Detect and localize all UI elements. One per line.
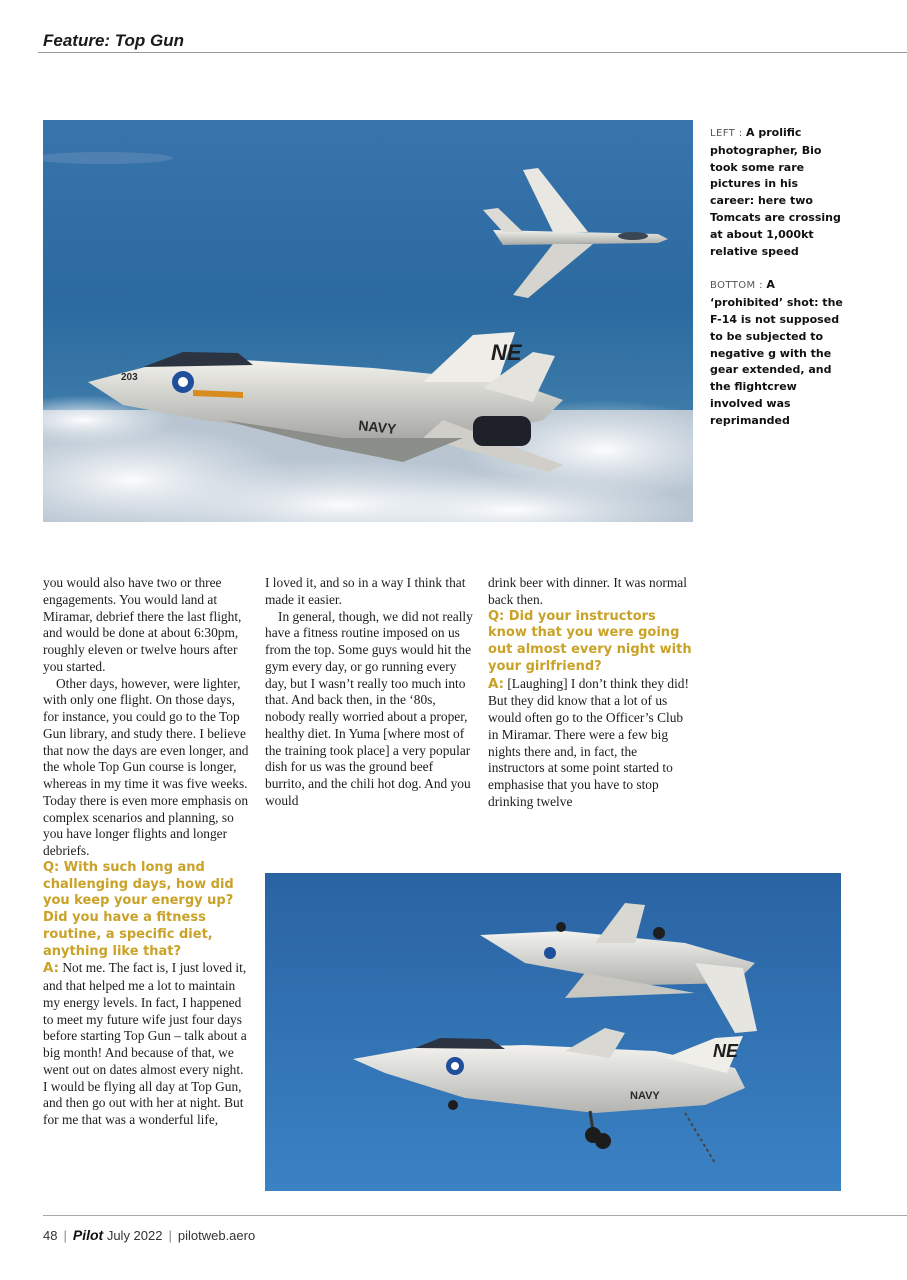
marking-navy: NAVY xyxy=(630,1090,660,1102)
answer-text: Not me. The fact is, I just loved it, and that helped me a lot to maintain my energy levels. In fact, I happened to meet my future wife just four days before starting Top Gun – talk about a big month! And because of that, we went out on dates almost every night. I would be flying all day at Top Gun, and then go out with her at night. But for me that was a wonderful life, xyxy=(43,960,247,1127)
caption-left-text: A prolific photographer, Bio took some rare pictures in his career: here two Tomcats are crossing at about 1,000kt relative speed xyxy=(710,126,841,258)
website: pilotweb.aero xyxy=(177,1228,256,1243)
caption-left xyxy=(710,125,845,260)
page-number: 48 xyxy=(43,1228,58,1243)
caption-bottom xyxy=(710,277,845,429)
caption-left-label: LEFT : xyxy=(710,128,743,139)
photo-tomcats-crossing-graphic xyxy=(43,120,693,522)
answer-text: [Laughing] I don’t think they did! But they did know that a lot of us would often go to the Officer’s Club in Miramar. There were a few big nights there and, in fact, the instructors at some point started to emphasise that you have to stop drinking twelve xyxy=(488,675,689,809)
marking-number: 203 xyxy=(121,372,138,383)
marking-navy: NAVY xyxy=(357,417,398,437)
article-paragraph: I loved it, and so in a way I think that made it easier. xyxy=(265,575,466,607)
photo-tomcats-crossing xyxy=(43,120,693,522)
article-paragraph: Other days, however, were lighter, with only one flight. On those days, for instance, you could go to the Top Gun library, and study there. I believe that now the days are even longer, and the whole Top Gun course is longer, whereas in my time it was five weeks. Today there is even more emphasis on complex scenarios and planning, so you have longer flights and longer debriefs. xyxy=(43,675,249,858)
issue-date: July 2022 xyxy=(106,1228,163,1243)
interview-question: Q: Did your instructors know that you were going out almost every night with your girlfriend? xyxy=(488,608,692,674)
interview-answer xyxy=(43,960,251,1129)
marking-ne: NE xyxy=(713,1041,739,1061)
footer-divider xyxy=(43,1215,907,1216)
article-paragraph: drink beer with dinner. It was normal back then. xyxy=(488,575,687,607)
header-divider xyxy=(38,52,907,53)
article-column-2 xyxy=(265,575,475,810)
footer-separator: | xyxy=(168,1228,172,1243)
magazine-name: Pilot xyxy=(72,1227,104,1243)
answer-label: A: xyxy=(43,961,59,977)
article-paragraph: In general, though, we did not really have a fitness routine imposed on us from the top. Some guys would hit the gym every day, or go running every day, but I wasn’t really too much into that. And back then, in the ‘80s, nobody really worried about a proper, healthy diet. In Yuma [where most of the training took place] a very popular dish for us was the ground beef burrito, and the chili hot dog. And you would xyxy=(265,608,473,808)
section-title: Feature: Top Gun xyxy=(43,31,185,50)
caption-bottom-label: BOTTOM : xyxy=(710,280,763,292)
footer-separator: | xyxy=(63,1228,67,1243)
interview-answer xyxy=(488,676,693,811)
marking-ne: NE xyxy=(491,340,522,365)
article-column-3 xyxy=(488,575,693,811)
photo-tomcats-inverted xyxy=(265,873,841,1191)
photo-captions xyxy=(710,125,845,447)
interview-question: Q: With such long and challenging days, how did you keep your energy up? Did you have a fitness routine, a specific diet, anything like that? xyxy=(43,859,234,959)
caption-bottom-text: A ‘prohibited’ shot: the F-14 is not supposed to be subjected to negative g with the gear extended, and the flightcrew involved was reprimanded xyxy=(710,278,843,427)
page-footer xyxy=(43,1227,255,1243)
answer-label: A: xyxy=(488,676,504,692)
article-column-1 xyxy=(43,575,251,1129)
article-paragraph: you would also have two or three engagements. You would land at Miramar, debrief there the last flight, and would be done at about 6:30pm, roughly eleven or twelve hours after you started. xyxy=(43,575,242,674)
photo-tomcats-inverted-graphic xyxy=(265,873,841,1191)
